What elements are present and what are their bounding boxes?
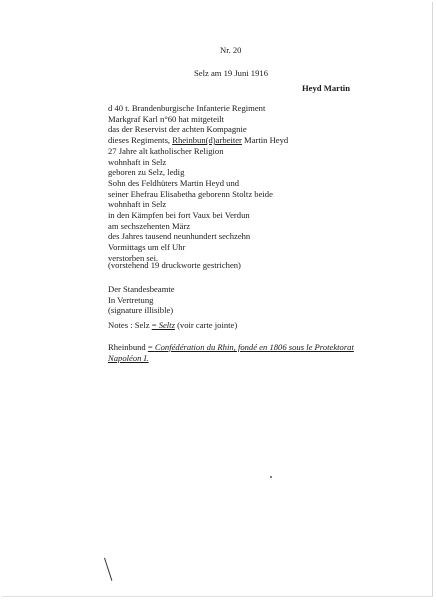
notes-equals: = [151,320,159,330]
body-line: verstorben sei. [108,252,159,263]
body-line: das der Reservist der achten Kompagnie [108,124,247,135]
rheinbund-equals: = [147,342,155,352]
document-page [2,2,433,597]
body-line [108,135,288,146]
record-number: Nr. 20 [220,45,242,55]
rheinbund-definition-end: Napoléon I. [108,352,149,363]
rheinbund-line-2 [108,353,354,364]
struck-words-note: (vorstehend 19 druckworte gestrichen) [108,260,241,270]
registrar-signature: (signature illisible) [108,305,174,316]
body-line: seiner Ehefrau Elisabetha geborenn Stoltz beide [108,188,273,199]
body-line: in den Kämpfen bei fort Vaux bei Verdun [108,210,250,221]
person-name-heading: Heyd Martin [302,83,350,93]
rheinbund-note [108,342,354,363]
body-line: Markgraf Karl n°60 hat mitgeteilt [108,113,225,124]
body-line: Vormittags um elf Uhr [108,242,186,253]
rheinbund-label: Rheinbund [108,342,148,352]
body-line: Sohn des Feldhüters Martin Heyd und [108,177,240,188]
rheinbund-definition: Confédération du Rhin, fondé en 1806 sous le Protektorat [154,342,354,352]
scan-speck [270,476,272,478]
record-body [108,103,288,264]
scan-pen-stroke [104,558,112,581]
body-line: wohnhaft in Selz [108,156,167,167]
body-line: wohnhaft in Selz [108,199,167,210]
body-line-post: Martin Heyd [241,135,289,146]
notes-seltz: Seltz [158,320,175,330]
body-line: am sechszehenten März [108,220,191,231]
notes-line [108,320,237,331]
underlined-occupation: Rheinbun(d)arbeiter [172,135,242,146]
registrar-deputy: In Vertretung [108,294,154,305]
rheinbund-line-1 [108,342,354,353]
notes-label: Notes : Selz [108,320,152,330]
body-line: des Jahres tausend neunhundert sechzehn [108,231,251,242]
place-date: Selz am 19 Juni 1916 [194,68,268,78]
registrar-block [108,284,175,316]
registrar-title: Der Standesbeamte [108,284,175,294]
body-line-pre: dieses Regiments, [108,135,173,146]
body-line: geboren zu Selz, ledig [108,167,185,178]
body-line: 27 Jahre alt katholischer Religion [108,145,224,156]
body-line: d 40 t. Brandenburgische Infanterie Regiment [108,103,266,113]
notes-rest: (voir carte jointe) [174,320,238,330]
